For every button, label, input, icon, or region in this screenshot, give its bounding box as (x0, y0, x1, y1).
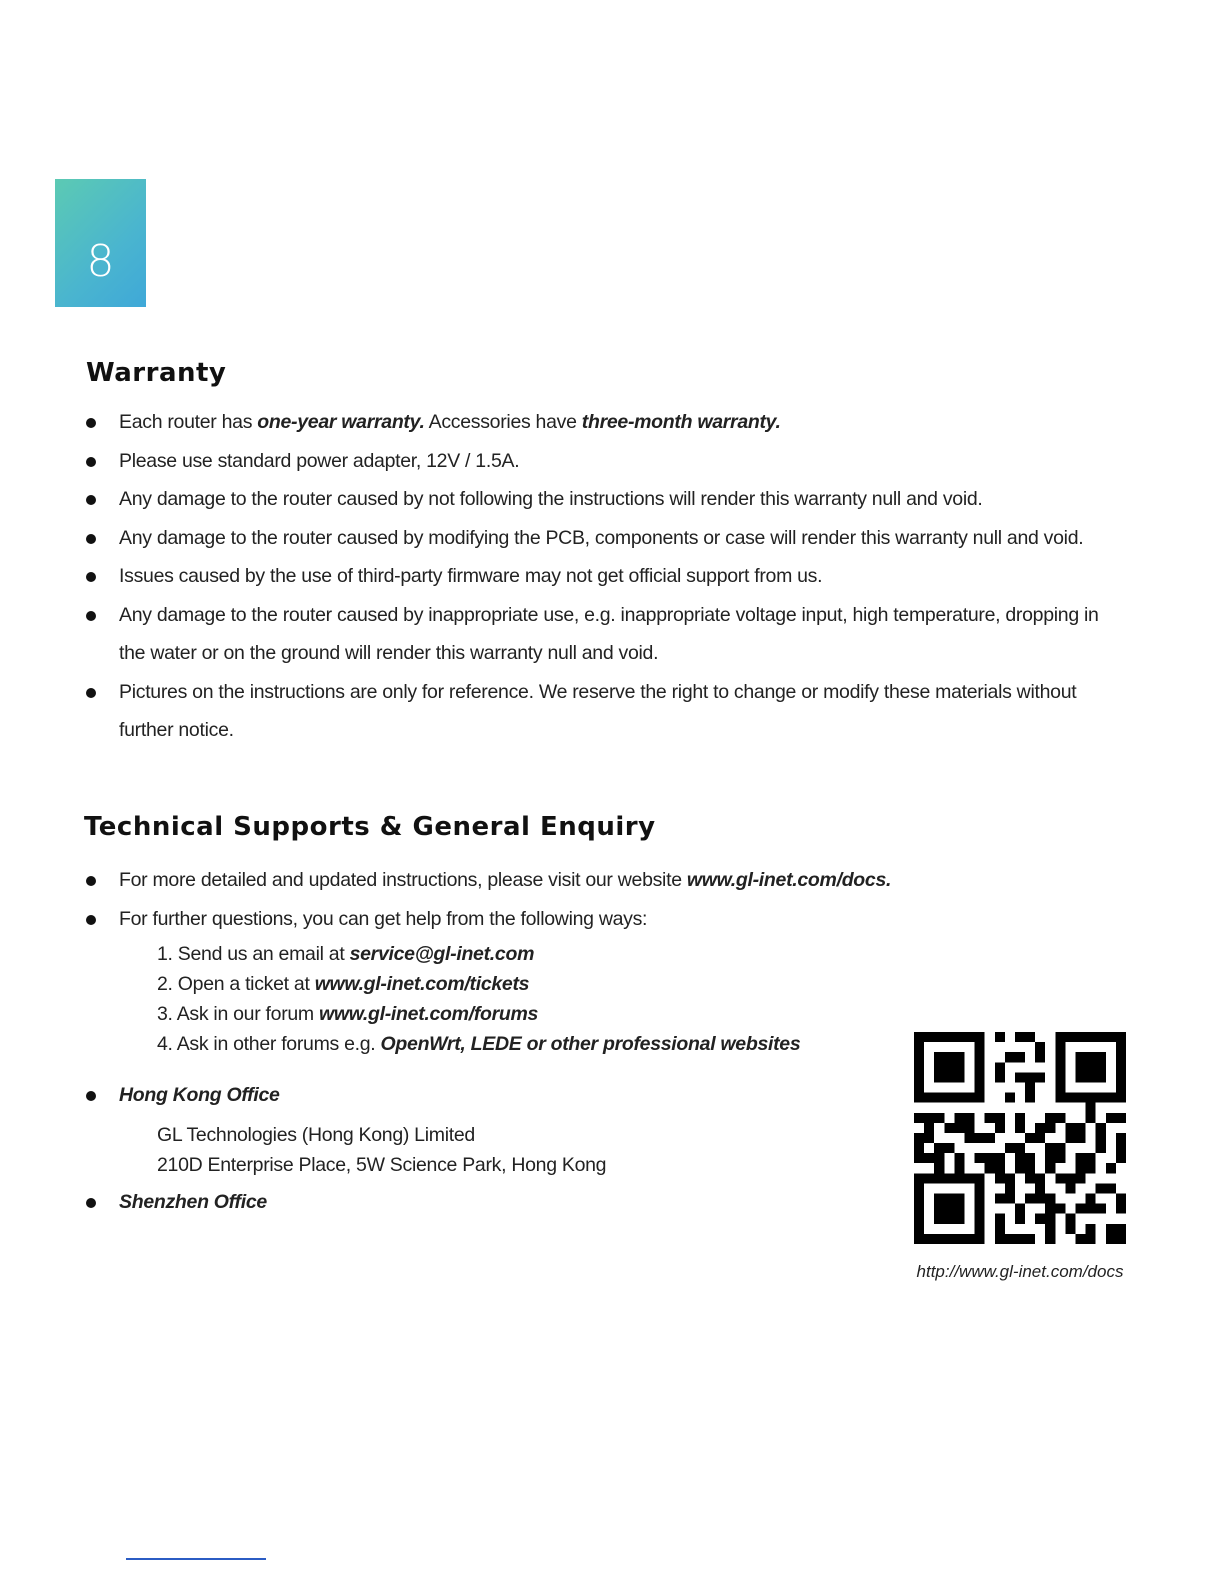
docs-link[interactable]: www.gl-inet.com/docs. (686, 869, 892, 891)
hk-address: 210D Enterprise Place, 5W Science Park, Hong Kong (157, 1154, 607, 1176)
list-item: 1. Send us an email at service@gl-inet.com (157, 943, 535, 965)
support-ways-list (157, 939, 800, 1059)
support-list (84, 861, 1124, 938)
warranty-heading: Warranty (86, 358, 227, 388)
qr-caption: http://www.gl-inet.com/docs (916, 1262, 1124, 1281)
list-item: Each router has one-year warranty. Accessories have three-month warranty. (84, 403, 1124, 442)
warranty-list (84, 403, 1124, 750)
list-item: Any damage to the router caused by inappropriate use, e.g. inappropriate voltage input, high temperature, dropping in the water or on the ground will render this warranty null and void. (84, 596, 1124, 673)
forums-link[interactable]: www.gl-inet.com/forums (319, 1003, 539, 1025)
list-item: 2. Open a ticket at www.gl-inet.com/tickets (157, 973, 530, 995)
support-heading: Technical Supports & General Enquiry (84, 812, 656, 842)
page-number-badge (55, 179, 146, 307)
list-item: 4. Ask in other forums e.g. OpenWrt, LEDE or other professional websites (157, 1033, 801, 1055)
sz-office-label: Shenzhen Office (84, 1183, 267, 1222)
hk-office-label: Hong Kong Office (84, 1076, 280, 1115)
list-item: Any damage to the router caused by modifying the PCB, components or case will render this warranty null and void. (84, 519, 1124, 558)
email-link[interactable]: service@gl-inet.com (349, 943, 535, 965)
list-item: For more detailed and updated instructions, please visit our website www.gl-inet.com/docs. (84, 861, 1124, 900)
list-item: Any damage to the router caused by not following the instructions will render this warranty null and void. (84, 480, 1124, 519)
list-item: Issues caused by the use of third-party firmware may not get official support from us. (84, 557, 1124, 596)
page-number: 8 (86, 235, 115, 287)
footer-divider (126, 1558, 266, 1560)
qr-code (914, 1032, 1126, 1244)
hk-office-list (84, 1076, 280, 1115)
list-item: Pictures on the instructions are only for reference. We reserve the right to change or modify these materials without further notice. (84, 673, 1124, 750)
sz-office-list (84, 1183, 267, 1222)
list-item: 3. Ask in our forum www.gl-inet.com/forums (157, 1003, 539, 1025)
hk-company: GL Technologies (Hong Kong) Limited (157, 1124, 475, 1146)
list-item: For further questions, you can get help from the following ways: (84, 900, 1124, 939)
tickets-link[interactable]: www.gl-inet.com/tickets (314, 973, 530, 995)
list-item: Please use standard power adapter, 12V / 1.5A. (84, 442, 1124, 481)
